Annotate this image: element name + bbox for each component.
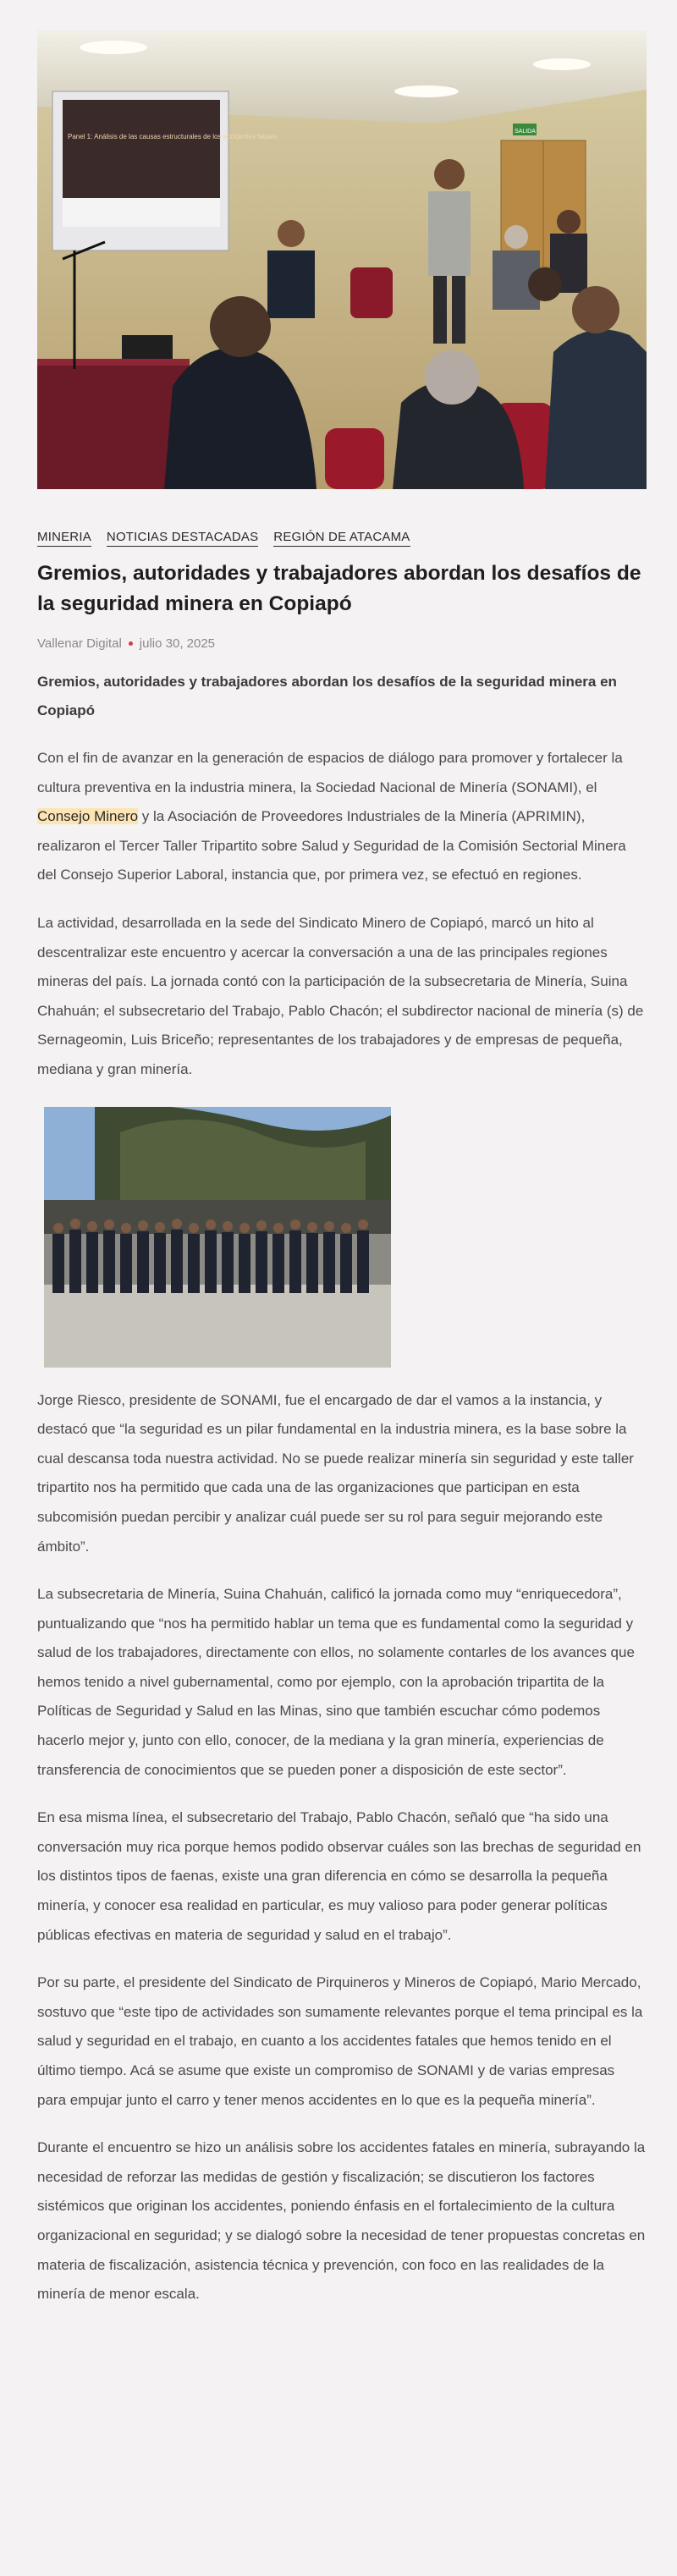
hero-sign-text: SALIDA [515,129,536,135]
group-photo [44,1107,391,1368]
article [37,30,647,2309]
consejo-minero-link[interactable]: Consejo Minero [37,808,139,825]
paragraph-1-start: Con el fin de avanzar en la generación de espacios de diálogo para promover y fortalecer la cultura preventiva en la industria minera, la Sociedad Nacional de Minería (SONAMI), el [37,750,623,795]
article-lead: Gremios, autoridades y trabajadores abordan los desafíos de la seguridad minera en Copiapó [37,674,617,718]
paragraph-5: En esa misma línea, el subsecretario del Trabajo, Pablo Chacón, señaló que “ha sido una conversación muy rica porque hemos podido observar cuáles son las brechas de seguridad en los distintos tipos de faenas, existe una gran diferencia en cómo se desarrolla la pequeña minería, y conocer esa realidad en particular, es muy valioso para poder generar políticas públicas efectivas en materia de seguridad y salud en el trabajo”. [37,1809,641,1943]
category-region-de-atacama[interactable]: REGIÓN DE ATACAMA [273,530,410,547]
publish-date[interactable]: julio 30, 2025 [139,636,216,651]
paragraph-1-end: y la Asociación de Proveedores Industriales de la Minería (APRIMIN), realizaron el Tercer Taller Tripartito sobre Salud y Seguridad de la Comisión Sectorial Minera del Consejo Superior Laboral, instancia que, por primera vez, se efectuó en regiones. [37,808,626,883]
category-links [37,530,647,547]
paragraph-4: La subsecretaria de Minería, Suina Chahuán, calificó la jornada como muy “enriquecedora”, puntualizando que “nos ha permitido hablar un tema que es fundamental como la seguridad y salud de los trabajadores, directamente con ellos, no solamente contarles de los avances que hemos tenido a nivel gubernamental, como por ejemplo, con la aprobación tripartita de la Políticas de Seguridad y Salud en las Minas, sino que también escuchar cómo podemos hacerlo mejor y, junto con ello, conocer, de la mediana y la gran minería, experiencias de transferencia de conocimientos que se pueden poner a disposición de este sector”. [37,1586,635,1778]
paragraph-2: La actividad, desarrollada en la sede del Sindicato Minero de Copiapó, marcó un hito al descentralizar este encuentro y acercar la conversación a una de las principales regiones mineras del país. La jornada contó con la participación de la subsecretaria de Minería, Suina Chahuán; el subsecretario del Trabajo, Pablo Chacón; el subdirector nacional de minería (s) de Sernageomin, Luis Briceño; representantes de los trabajadores y de empresas de pequeña, mediana y gran minería. [37,914,644,1077]
hero-photo-illustration [37,30,647,489]
article-meta [37,636,647,651]
author-link[interactable]: Vallenar Digital [37,636,122,651]
paragraph-3: Jorge Riesco, presidente de SONAMI, fue el encargado de dar el vamos a la instancia, y destacó que “la seguridad es un pilar fundamental en la industria minera, es la base sobre la cual descansa toda nuestra actividad. No se puede realizar minería sin seguridad y este taller tripartito nos ha permitido que cada una de las organizaciones que participan en esta subcomisión puedan percibir y analizar cuál puede ser su rol para seguir mejorando este ámbito”. [37,1391,634,1555]
paragraph-1 [37,744,647,890]
paragraph-7: Durante el encuentro se hizo un análisis sobre los accidentes fatales en minería, subrayando la necesidad de reforzar las medidas de gestión y fiscalización; se discutieron los factores sistémicos que originan los accidentes, poniendo énfasis en el fortalecimiento de la cultura organizacional en seguridad; y se dialogó sobre la necesidad de tener propuestas concretas en materia de fiscalización, asistencia técnica y prevención, con foco en las realidades de la minería de menor escala. [37,2139,646,2303]
hero-image [37,30,647,489]
category-mineria[interactable]: MINERIA [37,530,91,547]
paragraph-6: Por su parte, el presidente del Sindicato de Pirquineros y Mineros de Copiapó, Mario Mercado, sostuvo que “este tipo de actividades son sumamente relevantes porque el tema principal es la salud y seguridad en el trabajo, en cuanto a los accidentes fatales que hemos tenido en el último tiempo. Acá se asume que existe un compromiso de SONAMI y de varias empresas para empujar junto el carro y tener menos accidentes en lo que es la pequeña minería”. [37,1974,643,2108]
hero-slide-text: Panel 1: Análisis de las causas estructurales de los accidentes fatales [68,133,278,140]
article-title: Gremios, autoridades y trabajadores abordan los desafíos de la seguridad minera en Copiapó [37,562,641,615]
group-photo-illustration [44,1107,391,1368]
meta-separator-dot [129,641,133,646]
category-noticias-destacadas[interactable]: NOTICIAS DESTACADAS [107,530,258,547]
